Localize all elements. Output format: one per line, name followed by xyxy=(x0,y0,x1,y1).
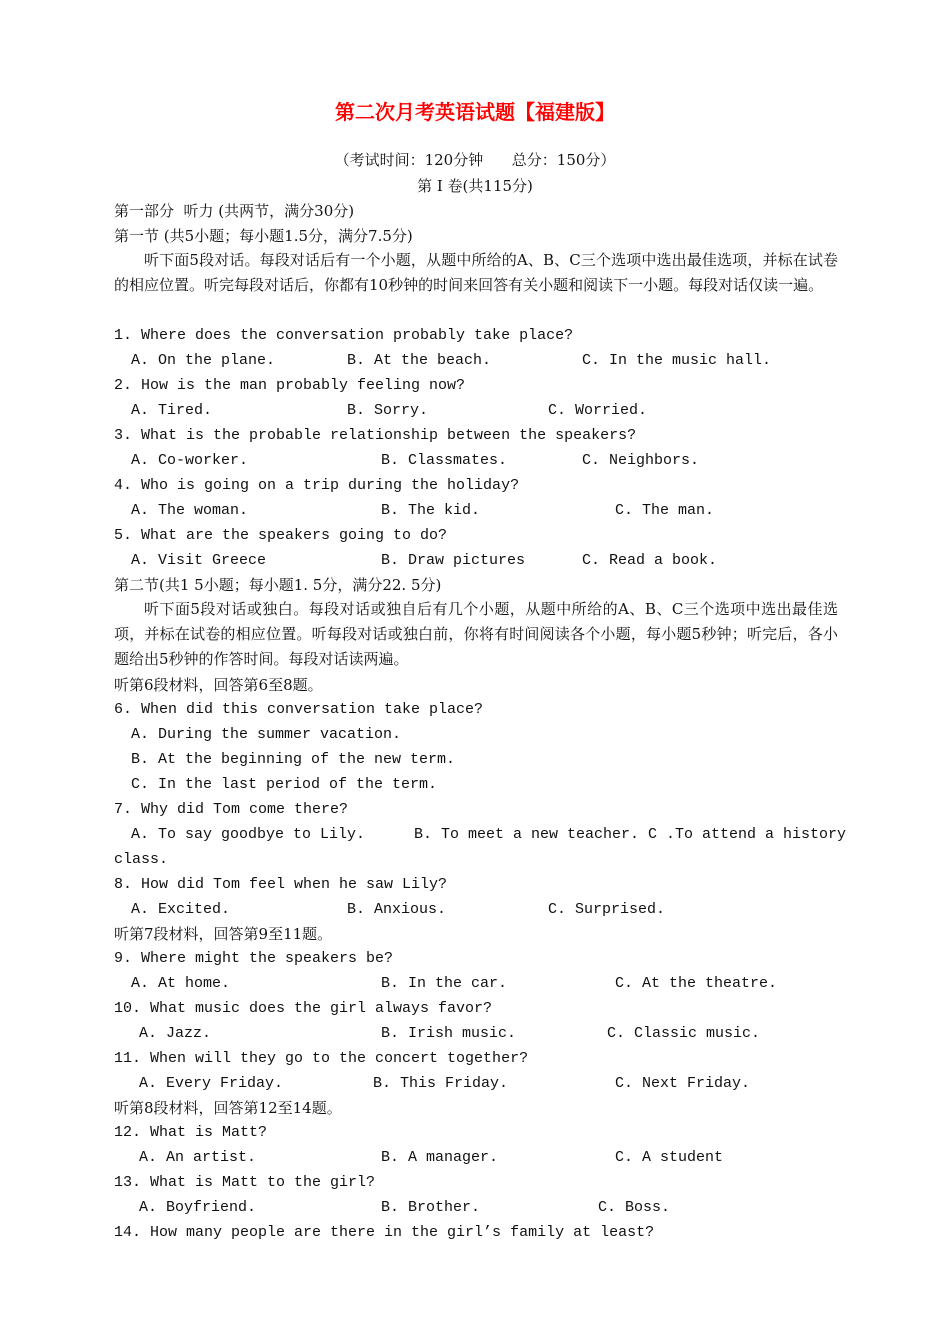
material-6-heading: 听第6段材料，回答第6至8题。 xyxy=(114,676,323,694)
question-8: 8. How did Tom feel when he saw Lily? xyxy=(114,876,448,893)
q11-option-c: C. Next Friday. xyxy=(615,1075,751,1092)
q6-option-a: A. During the summer vacation. xyxy=(131,726,402,743)
q10-option-a: A. Jazz. xyxy=(139,1025,212,1042)
q8-option-a: A. Excited. xyxy=(131,901,231,918)
q12-option-c: C. A student xyxy=(615,1149,724,1166)
material-7-heading: 听第7段材料，回答第9至11题。 xyxy=(114,925,333,943)
q7-option-a: A. To say goodbye to Lily. xyxy=(131,826,366,843)
section1-instructions: 听下面5段对话。每段对话后有一个小题，从题中所给的A、B、C三个选项中选出最佳选项，并标在试卷的相应位置。听完每段对话后，你都有10秒钟的时间来回答有关小题和阅读下一小题。每段对话仅读一遍。 xyxy=(114,251,838,294)
q1-option-a: A. On the plane. xyxy=(131,352,276,369)
section2-heading: 第二节(共1 5小题；每小题1. 5分，满分22. 5分) xyxy=(114,576,442,594)
q12-option-a: A. An artist. xyxy=(139,1149,257,1166)
q2-option-a: A. Tired. xyxy=(131,402,213,419)
question-12: 12. What is Matt? xyxy=(114,1124,268,1141)
question-11: 11. When will they go to the concert together? xyxy=(114,1050,529,1067)
question-13: 13. What is Matt to the girl? xyxy=(114,1174,376,1191)
part1-heading: 第一部分 听力 (共两节，满分30分) xyxy=(114,202,355,220)
q10-option-b: B. Irish music. xyxy=(381,1025,517,1042)
q9-option-c: C. At the theatre. xyxy=(615,975,778,992)
q7-option-c: C .To attend a history xyxy=(648,826,847,843)
q3-option-b: B. Classmates. xyxy=(381,452,508,469)
q9-option-a: A. At home. xyxy=(131,975,231,992)
question-14: 14. How many people are there in the girl’s family at least? xyxy=(114,1224,655,1241)
q5-option-c: C. Read a book. xyxy=(582,552,718,569)
exam-title: 第二次月考英语试题【福建版】 xyxy=(335,100,615,124)
q10-option-c: C. Classic music. xyxy=(607,1025,761,1042)
question-9: 9. Where might the speakers be? xyxy=(114,950,394,967)
q5-option-b: B. Draw pictures xyxy=(381,552,526,569)
section1-heading: 第一节 (共5小题；每小题1.5分，满分7.5分) xyxy=(114,227,413,245)
q12-option-b: B. A manager. xyxy=(381,1149,499,1166)
question-10: 10. What music does the girl always favor? xyxy=(114,1000,493,1017)
q1-option-c: C. In the music hall. xyxy=(582,352,772,369)
section2-instructions: 听下面5段对话或独白。每段对话或独自后有几个小题，从题中所给的A、B、C三个选项中选出最佳选项，并标在试卷的相应位置。听每段对话或独白前，你将有时间阅读各个小题，每小题5秒钟；听完后，各小题给出5秒钟的作答时间。每段对话读两遍。 xyxy=(114,600,838,668)
material-8-heading: 听第8段材料，回答第12至14题。 xyxy=(114,1099,342,1117)
question-5: 5. What are the speakers going to do? xyxy=(114,527,448,544)
q1-option-b: B. At the beach. xyxy=(347,352,492,369)
q2-option-b: B. Sorry. xyxy=(347,402,429,419)
exam-info: （考试时间：120分钟 总分：150分） xyxy=(334,151,616,169)
q13-option-b: B. Brother. xyxy=(381,1199,481,1216)
q4-option-a: A. The woman. xyxy=(131,502,249,519)
question-6: 6. When did this conversation take place? xyxy=(114,701,484,718)
q3-option-c: C. Neighbors. xyxy=(582,452,700,469)
q13-option-a: A. Boyfriend. xyxy=(139,1199,257,1216)
q2-option-c: C. Worried. xyxy=(548,402,648,419)
q11-option-a: A. Every Friday. xyxy=(139,1075,284,1092)
q9-option-b: B. In the car. xyxy=(381,975,508,992)
question-1: 1. Where does the conversation probably take place? xyxy=(114,327,574,344)
q7-option-b: B. To meet a new teacher. xyxy=(414,826,640,843)
q8-option-b: B. Anxious. xyxy=(347,901,447,918)
q8-option-c: C. Surprised. xyxy=(548,901,666,918)
question-2: 2. How is the man probably feeling now? xyxy=(114,377,466,394)
q4-option-c: C. The man. xyxy=(615,502,715,519)
q3-option-a: A. Co-worker. xyxy=(131,452,249,469)
q13-option-c: C. Boss. xyxy=(598,1199,671,1216)
q7-option-c-continued: class. xyxy=(114,851,169,868)
volume-heading: 第 I 卷(共115分) xyxy=(417,177,533,195)
question-4: 4. Who is going on a trip during the holiday? xyxy=(114,477,520,494)
question-3: 3. What is the probable relationship between the speakers? xyxy=(114,427,637,444)
q11-option-b: B. This Friday. xyxy=(373,1075,509,1092)
q6-option-b: B. At the beginning of the new term. xyxy=(131,751,456,768)
q4-option-b: B. The kid. xyxy=(381,502,481,519)
q6-option-c: C. In the last period of the term. xyxy=(131,776,438,793)
question-7: 7. Why did Tom come there? xyxy=(114,801,349,818)
q5-option-a: A. Visit Greece xyxy=(131,552,267,569)
